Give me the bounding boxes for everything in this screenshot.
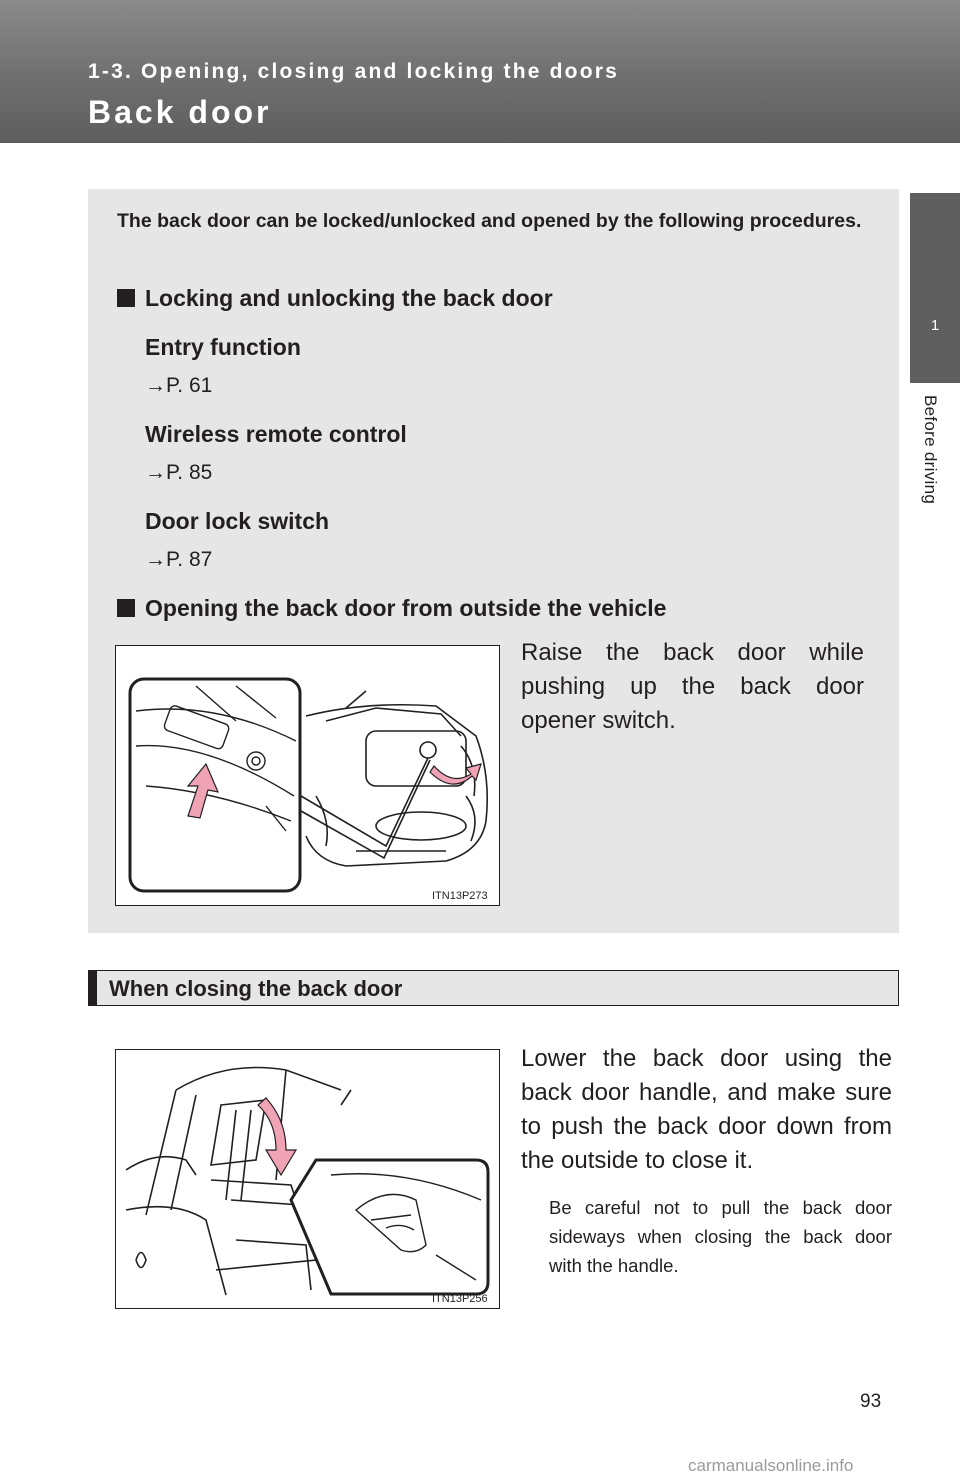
page-ref-text: P. 85 [166,461,213,484]
wireless-remote-title: Wireless remote control [145,421,407,447]
bar-accent [89,971,97,1005]
page-ref-text: P. 87 [166,548,213,571]
door-lock-switch-ref[interactable] [145,548,212,572]
closing-note: Be careful not to pull the back door sideways when closing the back door with the handle. [549,1197,892,1276]
figure-code: ITN13P256 [432,1293,488,1305]
chapter-label: Before driving [921,395,940,505]
section-title: 1-3. Opening, closing and locking the doors [88,60,619,83]
page-header [0,0,960,143]
page-title: Back door [88,94,272,130]
arrow-right-icon: → [145,461,166,484]
closing-instruction: Lower the back door using the back door handle, and make sure to push the back door down from the outside to close it. [521,1045,892,1174]
arrow-right-icon: → [145,548,166,571]
intro-text: The back door can be locked/unlocked and opened by the following procedures. [117,210,862,232]
closing-handle-illustration [115,1049,500,1309]
closing-heading: When closing the back door [109,976,403,1001]
square-bullet-icon [117,289,135,307]
opener-switch-illustration [115,645,500,906]
car-rear-drawing [116,646,501,907]
square-bullet-icon [117,599,135,617]
entry-function-title: Entry function [145,334,301,360]
page-number: 93 [860,1391,882,1412]
page-ref-text: P. 61 [166,374,213,397]
entry-function-ref[interactable] [145,374,212,398]
arrow-right-icon: → [145,374,166,397]
door-lock-switch-title: Door lock switch [145,508,330,534]
figure-code: ITN13P273 [432,890,488,902]
locking-heading-text: Locking and unlocking the back door [145,285,553,311]
lower-arrow-icon [258,1098,296,1175]
watermark: carmanualsonline.info [688,1456,854,1475]
opening-heading [117,595,666,622]
chapter-tab[interactable] [910,193,960,383]
chapter-number: 1 [930,317,940,334]
wireless-remote-ref[interactable] [145,461,212,485]
open-hatch-drawing [116,1050,501,1310]
locking-heading [117,285,553,312]
opening-heading-text: Opening the back door from outside the vehicle [145,595,667,621]
closing-section-bar [88,970,899,1006]
raise-arrow-icon [430,764,481,784]
opening-instruction: Raise the back door while pushing up the back door opener switch. [521,639,864,734]
